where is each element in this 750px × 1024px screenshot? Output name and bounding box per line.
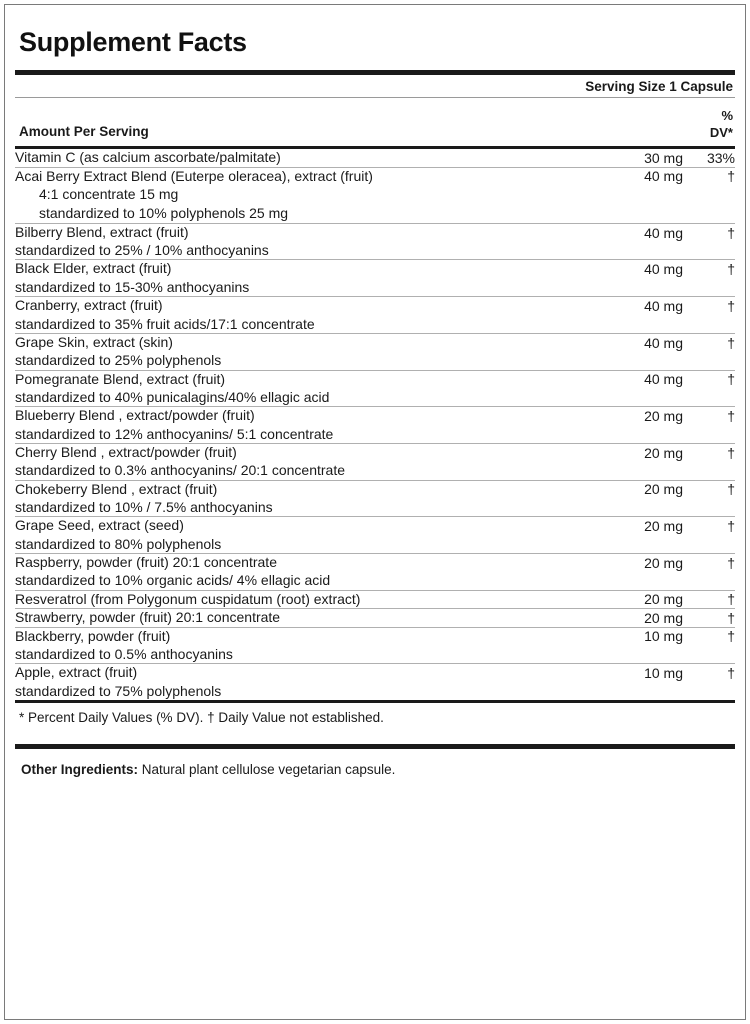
nutrient-amount: 40 mg (595, 333, 683, 351)
amount-per-serving-label: Amount Per Serving (19, 124, 149, 139)
nutrient-name: Acai Berry Extract Blend (Euterpe oleracea), extract (fruit) (15, 167, 595, 185)
nutrient-detail-line2: standardized to 10% polyphenols 25 mg (39, 204, 289, 221)
nutrient-detail: standardized to 15-30% anthocyanins (15, 278, 250, 295)
table-subrow (15, 425, 735, 444)
nutrient-detail: standardized to 75% polyphenols (15, 682, 222, 699)
table-row (15, 590, 735, 609)
nutrient-dv: † (683, 627, 735, 645)
nutrient-amount: 10 mg (595, 627, 683, 645)
other-ingredients-label: Other Ingredients: (21, 762, 139, 778)
table-subrow (15, 351, 735, 370)
nutrient-dv: † (683, 590, 735, 609)
table-subrow (15, 278, 735, 297)
table-row (15, 297, 735, 315)
other-ingredients-text: Natural plant cellulose vegetarian capsule. (138, 762, 396, 778)
table-row (15, 627, 735, 645)
nutrient-name: Cranberry, extract (fruit) (15, 297, 595, 315)
table-subrow (15, 645, 735, 664)
nutrient-amount: 20 mg (595, 443, 683, 461)
footnote: * Percent Daily Values (% DV). † Daily Value not established. (19, 710, 384, 726)
nutrient-name: Resveratrol (from Polygonum cuspidatum (root) extract) (15, 590, 595, 609)
nutrient-dv: † (683, 609, 735, 628)
page-title: Supplement Facts (19, 27, 247, 57)
nutrient-amount: 20 mg (595, 407, 683, 425)
nutrient-dv: † (683, 333, 735, 351)
nutrient-name: Strawberry, powder (fruit) 20:1 concentrate (15, 609, 595, 628)
table-row (15, 609, 735, 628)
nutrient-name: Vitamin C (as calcium ascorbate/palmitate) (15, 149, 281, 165)
supplement-facts-panel (4, 4, 746, 1020)
nutrient-name: Raspberry, powder (fruit) 20:1 concentrate (15, 553, 595, 571)
nutrient-amount: 40 mg (595, 297, 683, 315)
nutrient-amount: 40 mg (595, 167, 683, 185)
nutrient-dv: † (683, 223, 735, 241)
nutrient-dv: † (683, 260, 735, 278)
nutrient-dv: † (683, 443, 735, 461)
other-ingredients (15, 749, 735, 779)
nutrient-name: Chokeberry Blend , extract (fruit) (15, 480, 595, 498)
nutrient-detail: standardized to 0.3% anthocyanins/ 20:1 concentrate (15, 462, 345, 479)
nutrient-detail: standardized to 25% / 10% anthocyanins (15, 242, 269, 259)
nutrient-amount: 40 mg (595, 370, 683, 388)
nutrient-dv: † (683, 167, 735, 185)
table-row (15, 664, 735, 682)
nutrient-dv: † (683, 517, 735, 535)
nutrient-amount: 20 mg (595, 517, 683, 535)
nutrient-dv: † (683, 407, 735, 425)
table-row (15, 167, 735, 185)
nutrient-dv: † (683, 664, 735, 682)
dv-header-abbr: DV* (709, 125, 733, 141)
nutrient-name: Grape Seed, extract (seed) (15, 517, 595, 535)
table-row (15, 407, 735, 425)
nutrient-amount: 10 mg (595, 664, 683, 682)
dv-header-percent: % (721, 107, 733, 123)
nutrient-dv: † (683, 370, 735, 388)
nutrient-name: Blueberry Blend , extract/powder (fruit) (15, 407, 595, 425)
nutrient-amount: 40 mg (595, 223, 683, 241)
nutrient-dv: † (683, 297, 735, 315)
nutrient-dv: 33% (706, 149, 735, 166)
nutrient-detail-line1: 4:1 concentrate 15 mg (39, 186, 179, 202)
table-subrow (15, 315, 735, 334)
nutrient-detail: standardized to 10% / 7.5% anthocyanins (15, 499, 273, 516)
daily-value-header (681, 107, 733, 142)
nutrient-name: Black Elder, extract (fruit) (15, 260, 595, 278)
nutrient-dv: † (683, 480, 735, 498)
table-subrow (15, 535, 735, 554)
nutrient-amount: 30 mg (644, 149, 683, 166)
nutrient-detail: standardized to 35% fruit acids/17:1 concentrate (15, 315, 315, 332)
nutrient-name: Apple, extract (fruit) (15, 664, 595, 682)
table-row (15, 260, 735, 278)
nutrient-detail: standardized to 0.5% anthocyanins (15, 646, 233, 663)
nutrient-dv: † (683, 553, 735, 571)
nutrient-name: Bilberry Blend, extract (fruit) (15, 223, 595, 241)
nutrient-name: Grape Skin, extract (skin) (15, 333, 595, 351)
table-subrow (15, 461, 735, 480)
serving-size: Serving Size 1 Capsule (585, 79, 733, 94)
table-row (15, 370, 735, 388)
nutrient-detail: standardized to 12% anthocyanins/ 5:1 concentrate (15, 425, 334, 442)
table-subrow (15, 185, 735, 223)
nutrient-amount: 20 mg (595, 480, 683, 498)
table-row (15, 149, 735, 167)
nutrient-table (15, 149, 735, 700)
nutrient-amount: 20 mg (595, 590, 683, 609)
table-row (15, 223, 735, 241)
nutrient-amount: 20 mg (595, 553, 683, 571)
table-row (15, 480, 735, 498)
nutrient-detail: standardized to 40% punicalagins/40% ellagic acid (15, 389, 330, 406)
table-row (15, 333, 735, 351)
nutrient-detail: standardized to 80% polyphenols (15, 535, 222, 552)
nutrient-amount: 40 mg (595, 260, 683, 278)
table-row (15, 517, 735, 535)
table-subrow (15, 498, 735, 517)
nutrient-amount: 20 mg (595, 609, 683, 628)
amount-per-serving-header (15, 98, 735, 146)
nutrient-name: Blackberry, powder (fruit) (15, 627, 595, 645)
table-row (15, 553, 735, 571)
table-subrow (15, 571, 735, 590)
table-subrow (15, 388, 735, 407)
nutrient-name: Pomegranate Blend, extract (fruit) (15, 370, 595, 388)
table-subrow (15, 682, 735, 700)
table-row (15, 443, 735, 461)
nutrient-detail: standardized to 10% organic acids/ 4% ellagic acid (15, 572, 331, 589)
nutrient-name: Cherry Blend , extract/powder (fruit) (15, 443, 595, 461)
table-subrow (15, 241, 735, 260)
nutrient-detail: standardized to 25% polyphenols (15, 352, 222, 369)
nutrient-detail (15, 185, 735, 223)
